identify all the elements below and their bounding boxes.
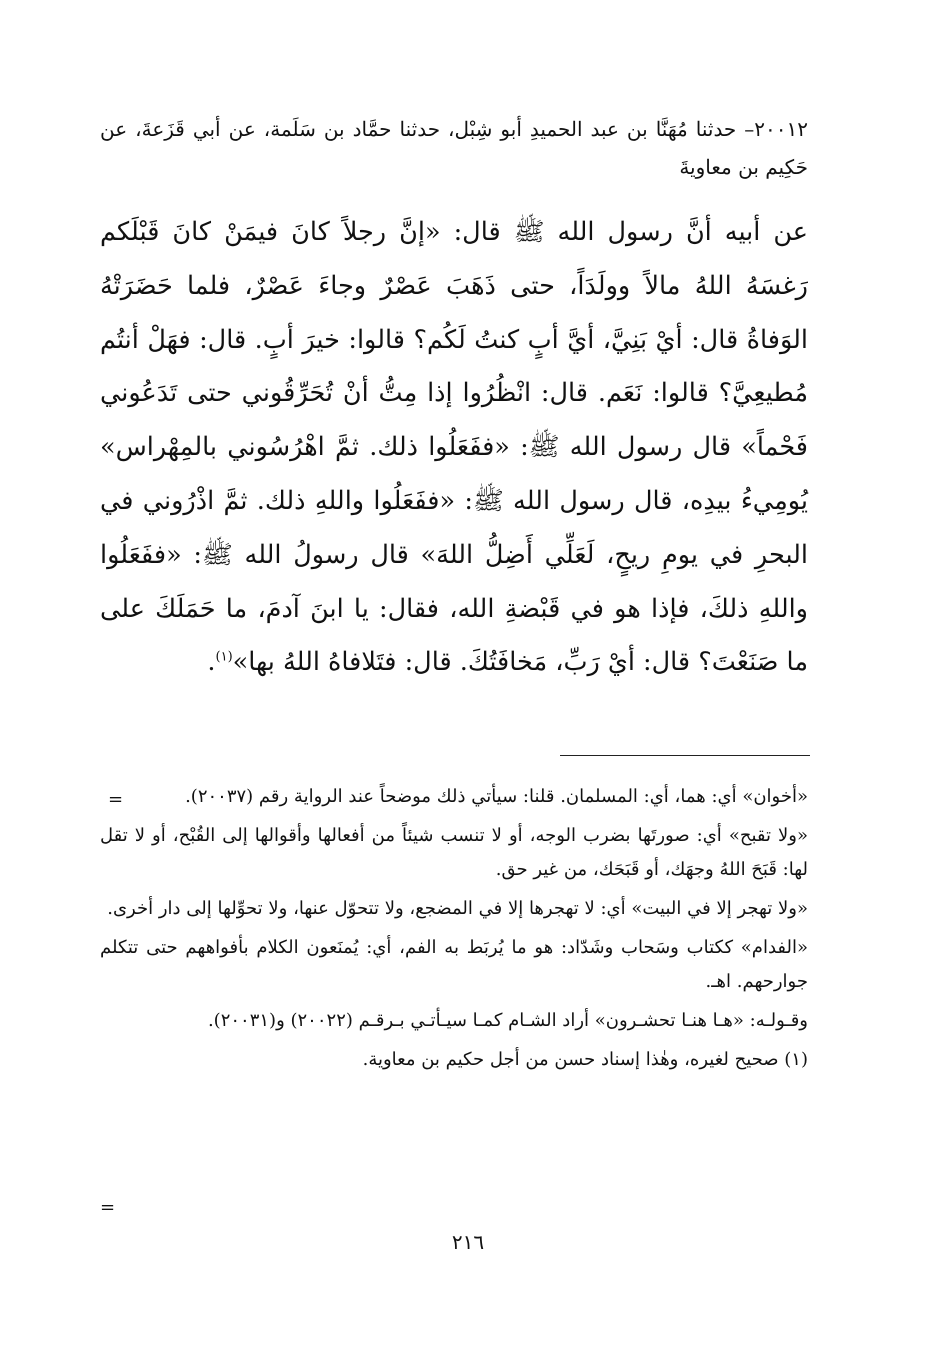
continuation-mark-top: = — [108, 789, 124, 810]
hadith-matn — [100, 206, 808, 690]
continuation-mark-bottom: = — [100, 1197, 116, 1218]
footnote-item: «أخوان» أي: هما، أي: المسلمان. قلنا: سيأتي ذلك موضحاً عند الرواية رقم (٢٠٠٣٧). — [185, 786, 808, 807]
footnote-item: «ولا تهجر إلا في البيت» أي: لا تهجرها إلا في المضجع، ولا تتحوّل عنها، ولا تحوِّلها إلى دار أخرى. — [107, 898, 808, 919]
hadith-isnad — [100, 110, 808, 186]
isnad-text: ٢٠٠١٢– حدثنا مُهَنَّا بن عبد الحميدِ أبو شِبْل، حدثنا حمَّاد بن سَلَمة، عن أبي قَزَعةَ، عن حَكِيم بن معاويةَ — [100, 117, 808, 179]
footnote-item: (١) صحيح لغيره، وهٰذا إسناد حسن من أجل حكيم بن معاوية. — [362, 1049, 808, 1070]
footnote-item: وقـولـه: «هـا هنـا تحشـرون» أراد الشـام كمـا سيـأتـي بـرقـم (٢٠٠٢٢) و(٢٠٠٣١). — [207, 1010, 808, 1031]
matn-end-mark: . — [207, 647, 216, 678]
footnote-reference: (١) — [215, 649, 233, 665]
footnotes — [100, 780, 808, 1082]
page-number: ٢١٦ — [451, 1230, 485, 1254]
matn-text: عن أبيه أنَّ رسول الله ﷺ قال: «إنَّ رجلاً كانَ فيمَنْ كانَ قَبْلَكم رَغسَهُ اللهُ مالاً وولَدَاً، حتى ذَهَبَ عَصْرٌ وجاءَ عَصْرٌ، فلما حَضَرَتْهُ الوَفاةُ قال: أيْ بَنِيَّ، أيَّ أبٍ كنتُ لَكُم؟ قالوا: خيرَ أبٍ. قال: فهَلْ أنتُم مُطيعِيَّ؟ قالوا: نَعَم. قال: انْظُرُوا إذا مِتُّ أنْ تُحَرِّقُوني حتى تَدَعُوني فَحْماً» قال رسول الله ﷺ: «ففَعَلُوا ذلك. ثمَّ اهْرُسُوني بالمِهْراس» يُومِيءُ بيدِه، قال رسول الله ﷺ: «ففَعَلُوا واللهِ ذلك. ثمَّ اذْرُوني في البحرِ في يومِ ريحٍ، لَعَلِّي أَضِلُّ اللهَ» قال رسولُ الله ﷺ: «ففَعَلُوا واللهِ ذلكَ، فإذا هو في قَبْضةِ الله، فقال: يا ابنَ آدمَ، ما حَمَلَكَ على ما صَنَعْتَ؟ قال: أيْ رَبِّ، مَخافَتُكَ. قال: فتَلافاهُ اللهُ بها» — [100, 217, 808, 678]
footnote-item: «الفدام» ككتاب وسَحاب وشَدّاد: هو ما يُربَط به الفم، أي: يُمنَعون الكلام بأفواههم حتى تتكلم جوارحهم. اهـ. — [100, 937, 808, 992]
footnote-separator — [560, 755, 810, 756]
matn-paragraph — [100, 206, 808, 690]
footnote-item: «ولا تقبح» أي: صورتَها بضرب الوجه، أو لا تنسب شيئاً من أفعالها وأقوالها إلى القُبْح، أو لا تقل لها: قَبَحَ اللهُ وجهَك، أو قَبَحَك، من غير حق. — [100, 825, 808, 880]
